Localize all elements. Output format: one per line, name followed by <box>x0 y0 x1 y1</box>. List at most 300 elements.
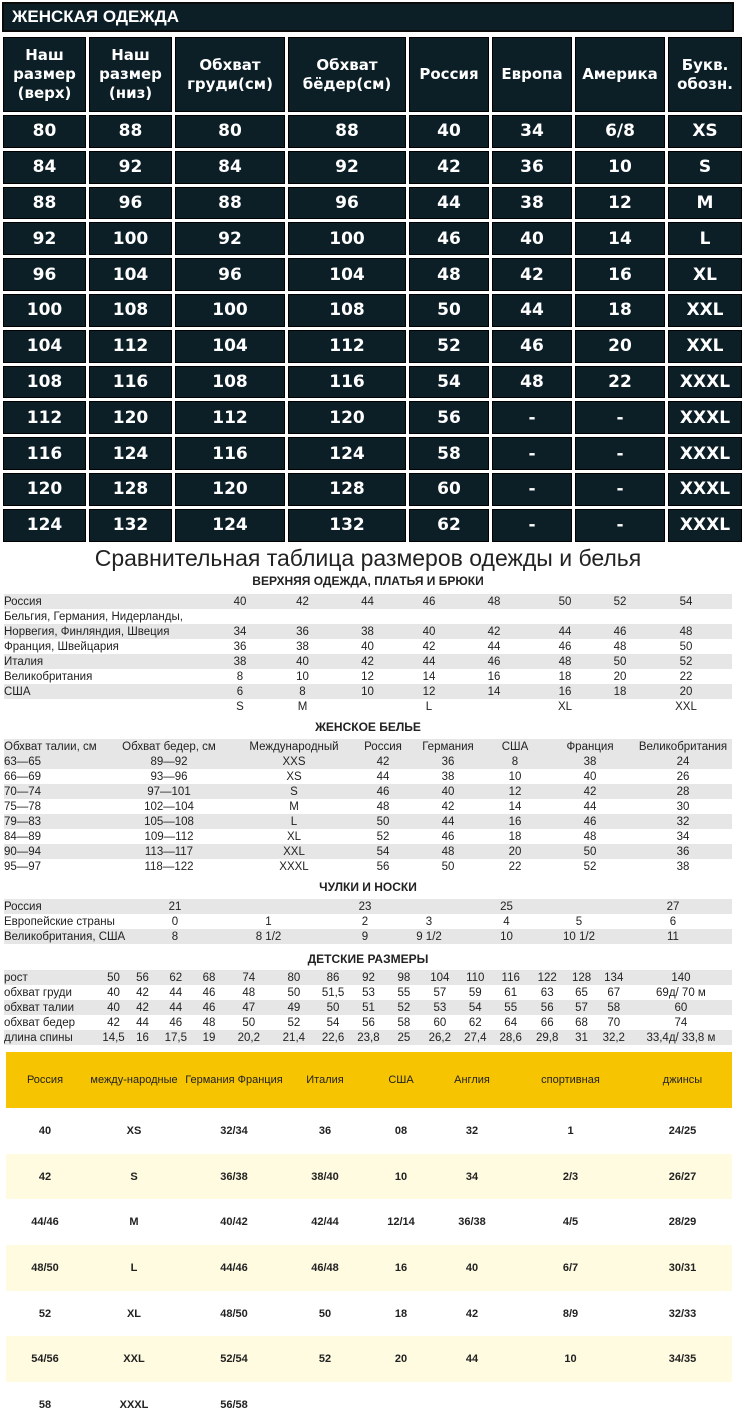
table-cell: 46 <box>400 594 458 609</box>
column-header: Россия <box>409 37 489 112</box>
column-header: Великобритания <box>634 739 732 754</box>
column-header: Наш размер (верх) <box>3 37 86 112</box>
table-cell: 24/25 <box>633 1108 732 1154</box>
row-label: США <box>4 684 210 699</box>
table-cell: 46 <box>412 829 484 844</box>
table-cell: S <box>210 699 270 714</box>
table-cell <box>508 1382 633 1428</box>
table-row <box>3 401 742 434</box>
table-cell: 36/38 <box>436 1199 508 1245</box>
table-cell: 46 <box>193 1000 225 1015</box>
table-cell: 48/50 <box>6 1245 84 1291</box>
table-cell: 92 <box>351 970 386 985</box>
row-label: Россия <box>4 899 154 914</box>
table-cell: 86 <box>315 970 350 985</box>
table-cell: 96 <box>89 187 172 220</box>
table-cell: 48/50 <box>184 1291 284 1337</box>
table-cell: 38 <box>210 654 270 669</box>
table-cell: 42 <box>409 151 489 184</box>
table-cell <box>530 609 600 624</box>
table-row <box>4 1015 732 1030</box>
table-cell: 9 <box>341 929 389 944</box>
table-cell: 102—104 <box>104 799 234 814</box>
table-cell: 36 <box>634 844 732 859</box>
table-cell: 56 <box>409 401 489 434</box>
table-cell: 112 <box>3 401 86 434</box>
table-cell: 96 <box>288 187 406 220</box>
women-clothing-section <box>0 0 736 544</box>
column-header: между-народные <box>84 1052 184 1108</box>
table-cell: 25 <box>386 1030 421 1045</box>
table-cell: 40 <box>335 639 400 654</box>
table-cell: 38 <box>546 754 634 769</box>
table-cell: 50 <box>600 654 640 669</box>
table-cell: 66 <box>529 1015 566 1030</box>
women-clothing-title: ЖЕНСКАЯ ОДЕЖДА <box>2 2 734 32</box>
table-cell: 22 <box>640 669 732 684</box>
table-cell: 42 <box>354 754 412 769</box>
table-cell: 18 <box>484 829 546 844</box>
column-header: Россия <box>6 1052 84 1108</box>
table-cell: 11 <box>614 929 732 944</box>
table-cell <box>366 1382 436 1428</box>
table-cell: 16 <box>530 684 600 699</box>
table-row <box>4 799 732 814</box>
women-size-table <box>0 34 745 545</box>
table-cell: 112 <box>175 401 285 434</box>
table-cell: 42 <box>126 985 158 1000</box>
table-cell: 16 <box>366 1245 436 1291</box>
table-cell: 62 <box>458 1015 492 1030</box>
row-label: Италия <box>4 654 210 669</box>
table-cell: 40 <box>409 115 489 148</box>
table-cell: 32,2 <box>598 1030 630 1045</box>
table-row <box>4 829 732 844</box>
table-cell: 116 <box>89 366 172 399</box>
table-cell: 55 <box>492 1000 529 1015</box>
table-cell: 48 <box>354 799 412 814</box>
table-cell: 31 <box>565 1030 597 1045</box>
table-cell: 52 <box>600 594 640 609</box>
table-cell: 28 <box>634 784 732 799</box>
table-row <box>4 929 732 944</box>
row-label: Великобритания <box>4 669 210 684</box>
table-cell: 54 <box>409 366 489 399</box>
table-cell: 56 <box>354 859 412 874</box>
table-cell: XS <box>668 115 742 148</box>
table-cell: XS <box>234 769 354 784</box>
table-cell: 38 <box>492 187 572 220</box>
table-cell: 44 <box>412 814 484 829</box>
yellow-header-row <box>6 1052 732 1108</box>
table-cell: 20 <box>366 1336 436 1382</box>
table-cell: 38/40 <box>284 1154 366 1200</box>
table-row <box>3 437 742 470</box>
table-cell <box>436 1382 508 1428</box>
row-label: 79—83 <box>4 814 104 829</box>
table-row <box>3 294 742 327</box>
column-header: джинсы <box>633 1052 732 1108</box>
table-cell: 100 <box>3 294 86 327</box>
table-row <box>4 814 732 829</box>
table-cell: 92 <box>288 151 406 184</box>
table-cell: 16 <box>458 669 530 684</box>
table-cell <box>335 609 400 624</box>
table-cell: XXS <box>234 754 354 769</box>
table-cell: 32 <box>436 1108 508 1154</box>
table-cell <box>600 609 640 624</box>
table-cell: 120 <box>288 401 406 434</box>
table-cell: 104 <box>422 970 459 985</box>
table-cell: 74 <box>630 1015 732 1030</box>
table-cell: 38 <box>412 769 484 784</box>
table-cell: 36 <box>284 1108 366 1154</box>
table-cell: 48 <box>193 1015 225 1030</box>
table-cell: 8/9 <box>508 1291 633 1337</box>
table-row <box>3 222 742 255</box>
table-cell: 8 <box>210 669 270 684</box>
table-cell: 124 <box>175 509 285 542</box>
table-cell: 116 <box>492 970 529 985</box>
table-cell: 84 <box>3 151 86 184</box>
row-label: 95—97 <box>4 859 104 874</box>
table-cell: 46 <box>492 330 572 363</box>
table-cell: 128 <box>288 473 406 506</box>
table-row <box>4 624 732 639</box>
table-cell: 60 <box>630 1000 732 1015</box>
table-cell: - <box>492 437 572 470</box>
table-cell: 124 <box>3 509 86 542</box>
table-cell: 42 <box>546 784 634 799</box>
table-cell: 46 <box>159 1015 193 1030</box>
row-label: Бельгия, Германия, Нидерланды, <box>4 609 210 624</box>
table-cell: 56/58 <box>184 1382 284 1428</box>
table-cell: 6/8 <box>575 115 665 148</box>
table-cell: 54 <box>640 594 732 609</box>
table-cell: 44 <box>354 769 412 784</box>
table-cell: - <box>575 401 665 434</box>
table-cell: 36 <box>210 639 270 654</box>
table-cell: 59 <box>458 985 492 1000</box>
table-cell <box>284 1382 366 1428</box>
table-row <box>3 366 742 399</box>
table-cell: 132 <box>89 509 172 542</box>
kids-table <box>4 970 732 1045</box>
table-cell: S <box>668 151 742 184</box>
table-cell <box>544 899 614 914</box>
table-cell: 48 <box>546 829 634 844</box>
table-cell: XL <box>84 1291 184 1337</box>
table-cell: 6/7 <box>508 1245 633 1291</box>
table-cell: 104 <box>288 258 406 291</box>
table-cell: 0 <box>154 914 196 929</box>
table-cell: 20 <box>484 844 546 859</box>
column-header: Европа <box>492 37 572 112</box>
table-cell: 14 <box>575 222 665 255</box>
kids-heading: ДЕТСКИЕ РАЗМЕРЫ <box>307 952 429 966</box>
table-row <box>4 784 732 799</box>
table-cell: 51 <box>351 1000 386 1015</box>
table-cell: 52 <box>272 1015 315 1030</box>
table-cell: 5 <box>544 914 614 929</box>
table-cell: 28,6 <box>492 1030 529 1045</box>
table-cell: 50 <box>530 594 600 609</box>
table-cell: 10 <box>335 684 400 699</box>
table-cell: 63 <box>529 985 566 1000</box>
table-cell: XXXL <box>668 473 742 506</box>
table-cell: 40 <box>436 1245 508 1291</box>
column-header: Америка <box>575 37 665 112</box>
table-cell: 4/5 <box>508 1199 633 1245</box>
women-body <box>3 115 742 542</box>
table-cell: 9 1/2 <box>389 929 469 944</box>
column-header: Обхват бедер, см <box>104 739 234 754</box>
table-cell: 48 <box>492 366 572 399</box>
outerwear-heading: ВЕРХНЯЯ ОДЕЖДА, ПЛАТЬЯ И БРЮКИ <box>252 574 484 588</box>
table-cell: 46/48 <box>284 1245 366 1291</box>
table-cell: 57 <box>565 1000 597 1015</box>
table-cell: 8 1/2 <box>196 929 341 944</box>
table-cell: 52 <box>640 654 732 669</box>
table-cell: 46 <box>193 985 225 1000</box>
table-cell: 38 <box>335 624 400 639</box>
table-cell: 2 <box>341 914 389 929</box>
row-label: Европейские страны <box>4 914 154 929</box>
table-cell: - <box>492 509 572 542</box>
table-cell: S <box>84 1154 184 1200</box>
table-cell: 84 <box>175 151 285 184</box>
table-row <box>6 1291 732 1337</box>
table-cell: 56 <box>529 1000 566 1015</box>
table-cell: 54 <box>458 1000 492 1015</box>
table-cell: 96 <box>3 258 86 291</box>
table-cell: 88 <box>89 115 172 148</box>
table-cell: 54/56 <box>6 1336 84 1382</box>
table-cell: 92 <box>89 151 172 184</box>
table-cell: 32/34 <box>184 1108 284 1154</box>
table-row <box>4 1030 732 1045</box>
socks-heading: ЧУЛКИ И НОСКИ <box>319 880 417 894</box>
table-cell: 40 <box>492 222 572 255</box>
table-cell: 40/42 <box>184 1199 284 1245</box>
table-cell: 46 <box>458 654 530 669</box>
table-cell: 3 <box>389 914 469 929</box>
table-cell: 22 <box>575 366 665 399</box>
table-cell: 12 <box>335 669 400 684</box>
table-cell: XXXL <box>668 401 742 434</box>
row-label: 75—78 <box>4 799 104 814</box>
table-cell: 8 <box>154 929 196 944</box>
table-cell: 52 <box>546 859 634 874</box>
table-row <box>4 899 732 914</box>
table-cell: - <box>575 437 665 470</box>
table-row <box>6 1154 732 1200</box>
table-row <box>4 669 732 684</box>
table-cell: 52 <box>6 1291 84 1337</box>
table-cell: 20 <box>640 684 732 699</box>
table-cell: XL <box>530 699 600 714</box>
table-cell: 116 <box>288 366 406 399</box>
table-cell: 10 1/2 <box>544 929 614 944</box>
table-cell: 50 <box>640 639 732 654</box>
table-cell: 44 <box>126 1015 158 1030</box>
table-cell: 18 <box>600 684 640 699</box>
table-cell: 14 <box>400 669 458 684</box>
table-cell: 52 <box>354 829 412 844</box>
table-cell: S <box>234 784 354 799</box>
row-label: Франция, Швейцария <box>4 639 210 654</box>
table-cell: 16 <box>575 258 665 291</box>
table-cell: 38 <box>270 639 335 654</box>
table-cell: 48 <box>225 985 272 1000</box>
table-cell: 50 <box>272 985 315 1000</box>
table-cell: XXL <box>640 699 732 714</box>
table-cell: 100 <box>89 222 172 255</box>
table-cell: 120 <box>175 473 285 506</box>
table-cell: 134 <box>598 970 630 985</box>
table-cell: M <box>270 699 335 714</box>
table-row <box>4 859 732 874</box>
table-cell: 12/14 <box>366 1199 436 1245</box>
table-cell: 104 <box>3 330 86 363</box>
table-cell: 128 <box>565 970 597 985</box>
table-cell: 30 <box>634 799 732 814</box>
table-cell <box>458 699 530 714</box>
table-cell: 88 <box>288 115 406 148</box>
table-cell: 58 <box>6 1382 84 1428</box>
table-row <box>4 769 732 784</box>
table-cell: 40 <box>6 1108 84 1154</box>
column-header: спортивная <box>508 1052 633 1108</box>
table-row <box>3 473 742 506</box>
table-cell: 50 <box>225 1015 272 1030</box>
table-cell: 48 <box>600 639 640 654</box>
table-cell: 67 <box>598 985 630 1000</box>
column-header: США <box>484 739 546 754</box>
table-row <box>4 609 732 624</box>
table-cell: 42 <box>6 1154 84 1200</box>
table-cell: 51,5 <box>315 985 350 1000</box>
table-cell: 40 <box>210 594 270 609</box>
table-row <box>4 985 732 1000</box>
table-row <box>6 1108 732 1154</box>
row-label: 63—65 <box>4 754 104 769</box>
table-cell <box>640 609 732 624</box>
table-cell: 61 <box>492 985 529 1000</box>
outerwear-table <box>4 594 732 714</box>
column-header: Обхват груди(см) <box>175 37 285 112</box>
table-cell: 98 <box>386 970 421 985</box>
table-cell: 10 <box>366 1154 436 1200</box>
table-cell: 42 <box>335 654 400 669</box>
table-row <box>4 654 732 669</box>
table-cell: 69д/ 70 м <box>630 985 732 1000</box>
table-cell: 33,4д/ 33,8 м <box>630 1030 732 1045</box>
table-cell <box>210 609 270 624</box>
table-cell: 12 <box>575 187 665 220</box>
table-cell: 34 <box>436 1154 508 1200</box>
table-cell: 110 <box>458 970 492 985</box>
column-header: Франция <box>546 739 634 754</box>
table-cell: 112 <box>89 330 172 363</box>
table-cell: 40 <box>546 769 634 784</box>
table-cell: 40 <box>412 784 484 799</box>
table-cell: XXXL <box>668 509 742 542</box>
table-cell: 65 <box>565 985 597 1000</box>
table-cell: 48 <box>458 594 530 609</box>
table-cell: 4 <box>469 914 544 929</box>
table-cell: 44 <box>159 1000 193 1015</box>
table-row <box>4 844 732 859</box>
table-cell: 12 <box>400 684 458 699</box>
table-cell: 23,8 <box>351 1030 386 1045</box>
lingerie-table <box>4 739 732 874</box>
column-header: Италия <box>284 1052 366 1108</box>
table-cell: 1 <box>196 914 341 929</box>
table-cell: 47 <box>225 1000 272 1015</box>
table-cell: 108 <box>175 366 285 399</box>
table-cell: 23 <box>341 899 389 914</box>
table-cell: 109—112 <box>104 829 234 844</box>
table-row <box>3 330 742 363</box>
table-cell: 93—96 <box>104 769 234 784</box>
table-cell: 42 <box>492 258 572 291</box>
table-cell: 40 <box>400 624 458 639</box>
table-cell: 42 <box>458 624 530 639</box>
table-cell <box>633 1382 732 1428</box>
table-cell: 36/38 <box>184 1154 284 1200</box>
column-header: Германия Франция <box>184 1052 284 1108</box>
table-cell: 46 <box>530 639 600 654</box>
table-cell: 128 <box>89 473 172 506</box>
table-cell: 50 <box>409 294 489 327</box>
table-cell: 104 <box>175 330 285 363</box>
table-cell: XXXL <box>668 366 742 399</box>
table-cell: XXL <box>84 1336 184 1382</box>
table-cell: 44 <box>335 594 400 609</box>
table-cell: 116 <box>175 437 285 470</box>
table-cell: 17,5 <box>159 1030 193 1045</box>
row-label: Россия <box>4 594 210 609</box>
table-cell: 56 <box>126 970 158 985</box>
table-cell: M <box>234 799 354 814</box>
table-cell: 42 <box>412 799 484 814</box>
table-cell <box>389 899 469 914</box>
table-cell: 53 <box>351 985 386 1000</box>
row-label: 90—94 <box>4 844 104 859</box>
table-cell: 40 <box>270 654 335 669</box>
table-cell: 46 <box>409 222 489 255</box>
table-cell: 52 <box>284 1336 366 1382</box>
row-label: рост <box>4 970 101 985</box>
table-cell: 60 <box>409 473 489 506</box>
table-cell: 26,2 <box>422 1030 459 1045</box>
table-cell: 62 <box>159 970 193 985</box>
table-cell: 53 <box>422 1000 459 1015</box>
table-cell: - <box>492 473 572 506</box>
column-header: Обхват бёдер(см) <box>288 37 406 112</box>
table-cell: 116 <box>3 437 86 470</box>
table-cell: 42 <box>400 639 458 654</box>
table-cell: 50 <box>101 970 127 985</box>
table-row <box>4 699 732 714</box>
table-cell: L <box>668 222 742 255</box>
table-row <box>3 151 742 184</box>
column-header: Букв. обозн. <box>668 37 742 112</box>
table-cell: 50 <box>412 859 484 874</box>
table-cell: M <box>84 1199 184 1245</box>
table-cell: 10 <box>469 929 544 944</box>
